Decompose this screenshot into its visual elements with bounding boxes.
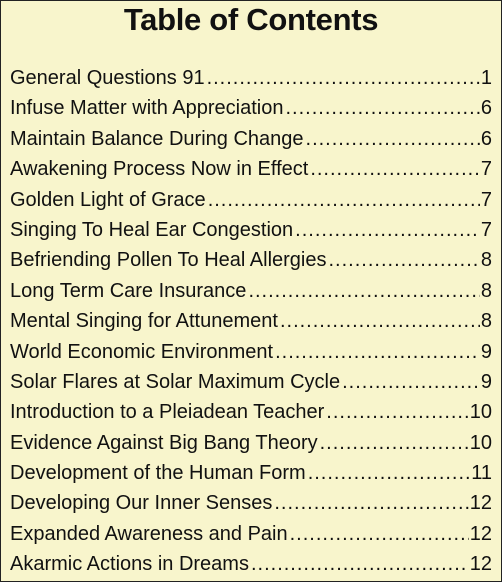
page-title: Table of Contents (123, 2, 379, 37)
toc-entry-title: Expanded Awareness and Pain (10, 522, 288, 545)
toc-entry-title: Mental Singing for Attunement (10, 310, 278, 333)
toc-entry-page: 12 (469, 492, 492, 515)
toc-entry-title: Singing To Heal Ear Congestion (10, 218, 294, 241)
toc-entry[interactable] (10, 337, 492, 367)
dot-leader (251, 549, 469, 579)
dot-leader (208, 185, 480, 215)
toc-entry-page: 9 (480, 370, 492, 393)
dot-leader (342, 367, 480, 397)
dot-leader (280, 306, 480, 336)
toc-entry[interactable] (10, 185, 492, 215)
toc-entry[interactable] (10, 276, 492, 306)
toc-entry[interactable] (10, 124, 492, 154)
toc-entry-page: 7 (480, 218, 492, 241)
dot-leader (310, 154, 480, 184)
dot-leader (248, 276, 479, 306)
dot-leader (308, 458, 471, 488)
toc-entry[interactable] (10, 549, 492, 579)
toc-list (10, 63, 492, 580)
dot-leader (285, 93, 479, 123)
toc-entry[interactable] (10, 428, 492, 458)
toc-entry[interactable] (10, 154, 492, 184)
dot-leader (275, 337, 480, 367)
toc-entry-page: 6 (480, 97, 492, 120)
toc-entry-page: 1 (480, 67, 492, 89)
toc-entry[interactable] (10, 215, 492, 245)
dot-leader (329, 245, 480, 275)
dot-leader (306, 124, 480, 154)
toc-entry[interactable] (10, 519, 492, 549)
toc-entry-page: 7 (480, 158, 492, 181)
toc-entry-title: Developing Our Inner Senses (10, 492, 273, 515)
toc-entry-title: Development of the Human Form (10, 462, 306, 485)
toc-entry-title: World Economic Environment (10, 340, 274, 363)
toc-entry-page: 12 (469, 553, 492, 576)
toc-entry-page: 8 (480, 310, 492, 333)
dot-leader (274, 488, 468, 518)
toc-entry[interactable] (10, 488, 492, 518)
toc-entry-page: 11 (471, 462, 492, 485)
toc-entry[interactable] (10, 245, 492, 275)
toc-entry-title: Evidence Against Big Bang Theory (10, 431, 318, 454)
toc-entry-title: Introduction to a Pleiadean Teacher (10, 401, 325, 424)
dot-leader (207, 63, 480, 93)
toc-entry[interactable] (10, 63, 492, 93)
dot-leader (326, 397, 468, 427)
toc-entry-title: Long Term Care Insurance (10, 279, 247, 302)
toc-entry-page: 8 (480, 249, 492, 272)
toc-entry-title: Golden Light of Grace (10, 188, 206, 211)
toc-entry-page: 9 (480, 340, 492, 363)
dot-leader (320, 428, 469, 458)
toc-entry-title: Solar Flares at Solar Maximum Cycle (10, 370, 341, 393)
toc-entry[interactable] (10, 93, 492, 123)
toc-entry-page: 7 (480, 188, 492, 211)
toc-entry-title: Befriending Pollen To Heal Allergies (10, 249, 327, 272)
toc-entry-title: Awakening Process Now in Effect (10, 158, 309, 181)
toc-entry[interactable] (10, 306, 492, 336)
toc-entry[interactable] (10, 397, 492, 427)
dot-leader (290, 519, 469, 549)
toc-entry-page: 10 (469, 401, 492, 424)
toc-entry-title: Maintain Balance During Change (10, 127, 304, 150)
toc-entry-page: 6 (480, 127, 492, 150)
toc-entry[interactable] (10, 367, 492, 397)
toc-entry-title: General Questions 91 (10, 67, 205, 89)
toc-entry[interactable] (10, 458, 492, 488)
toc-entry-page: 12 (469, 522, 492, 545)
toc-entry-title: Infuse Matter with Appreciation (10, 97, 284, 120)
toc-entry-title: Akarmic Actions in Dreams (10, 553, 249, 576)
toc-entry-page: 10 (469, 431, 492, 454)
toc-entry-page: 8 (480, 279, 492, 302)
dot-leader (295, 215, 480, 245)
